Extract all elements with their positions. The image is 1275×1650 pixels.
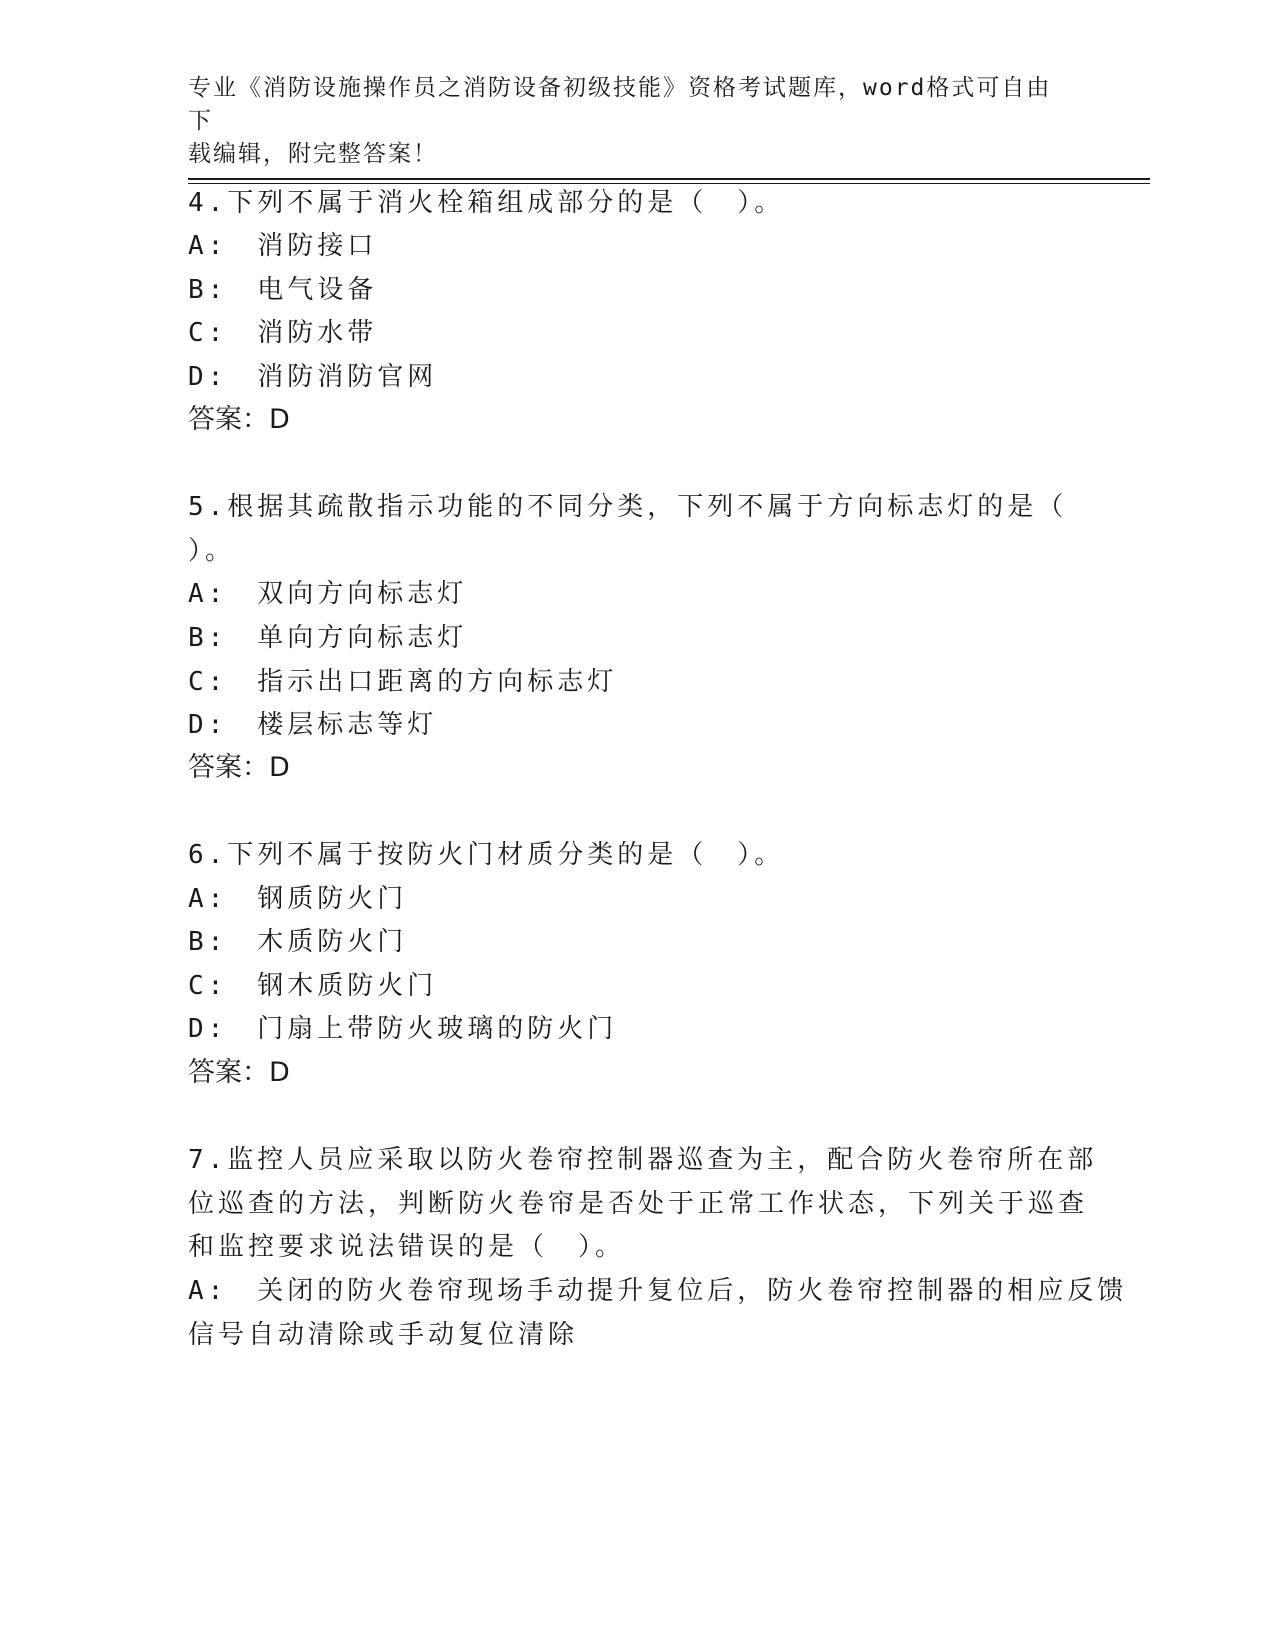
question-5-option-d: D: 楼层标志等灯 [188,710,438,740]
header-divider-thick [188,178,1150,180]
header-divider-thin [188,183,1150,184]
question-4-option-b: B: 电气设备 [188,275,378,305]
question-7-option-a-line-1: A: 关闭的防火卷帘现场手动提升复位后，防火卷帘控制器的相应反馈 [188,1276,1128,1306]
question-6-answer: 答案：D [188,1057,290,1088]
question-6-option-d: D: 门扇上带防火玻璃的防火门 [188,1014,618,1044]
question-4-stem: 4.下列不属于消火栓箱组成部分的是（ ）。 [188,188,785,218]
question-6-option-c: C: 钢木质防火门 [188,971,438,1001]
question-7-option-a-line-2: 信号自动清除或手动复位清除 [188,1320,579,1350]
question-7-stem-line-2: 位巡查的方法，判断防火卷帘是否处于正常工作状态，下列关于巡查 [188,1189,1089,1219]
question-5-stem-line-2: ）。 [188,536,236,566]
question-7-stem-line-1: 7.监控人员应采取以防火卷帘控制器巡查为主，配合防火卷帘所在部 [188,1145,1098,1175]
question-6-stem: 6.下列不属于按防火门材质分类的是（ ）。 [188,840,785,870]
question-5-option-a: A: 双向方向标志灯 [188,579,468,609]
question-5-option-b: B: 单向方向标志灯 [188,623,468,653]
header-line-2: 载编辑，附完整答案！ [188,141,438,167]
question-6-option-a: A: 钢质防火门 [188,884,408,914]
question-5-option-c: C: 指示出口距离的方向标志灯 [188,667,618,697]
question-7-stem-line-3: 和监控要求说法错误的是（ ）。 [188,1232,626,1262]
question-5-answer: 答案：D [188,752,290,783]
question-4-option-a: A: 消防接口 [188,231,378,261]
question-5-stem-line-1: 5.根据其疏散指示功能的不同分类，下列不属于方向标志灯的是（ [188,492,1068,522]
header-line-1: 专业《消防设施操作员之消防设备初级技能》资格考试题库，word格式可自由下 [188,75,1052,134]
question-4-option-d: D: 消防消防官网 [188,362,438,392]
question-4-answer: 答案：D [188,404,290,435]
question-4-option-c: C: 消防水带 [188,318,378,348]
question-6-option-b: B: 木质防火门 [188,927,408,957]
document-header [188,72,1068,171]
